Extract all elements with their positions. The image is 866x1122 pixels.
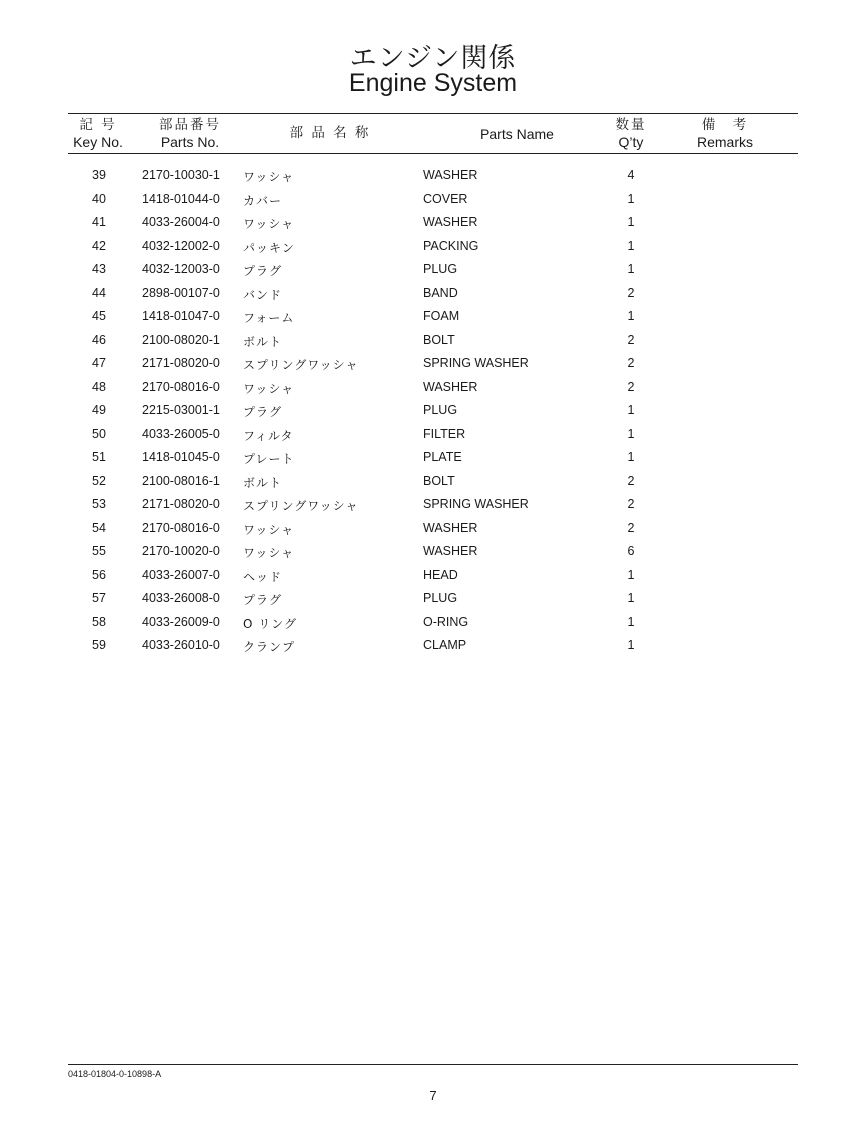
table-row: [0, 399, 866, 423]
key-no: 55: [92, 544, 106, 558]
table-row: [0, 517, 866, 541]
parts-no: 4033-26004-0: [142, 215, 220, 229]
parts-name-en: WASHER: [423, 520, 478, 535]
parts-name-en: PLUG: [423, 403, 458, 417]
table-row: [0, 611, 866, 635]
parts-name-en: COVER: [423, 191, 468, 206]
parts-name-en: WASHER: [423, 215, 478, 229]
col-header-key-en: Key No.: [73, 134, 123, 150]
header-top-rule: [68, 113, 798, 114]
table-row: [0, 587, 866, 611]
qty: 1: [627, 309, 635, 323]
key-no: 40: [92, 191, 106, 206]
key-no: 52: [92, 473, 106, 488]
qty: 2: [627, 497, 635, 511]
key-no: 53: [92, 497, 106, 511]
footer-rule: [68, 1064, 798, 1065]
table-row: [0, 423, 866, 447]
parts-no: 2171-08020-0: [142, 497, 220, 511]
parts-name-jp: フォーム: [243, 311, 295, 325]
col-header-key: [62, 117, 134, 151]
table-row: [0, 352, 866, 376]
table-row: [0, 258, 866, 282]
key-no: 56: [92, 567, 106, 582]
parts-name-en: PLATE: [423, 450, 462, 464]
parts-no: 2100-08016-1: [142, 473, 220, 488]
parts-no: 2170-10030-1: [142, 168, 220, 182]
qty: 1: [627, 450, 635, 464]
col-header-qty: [600, 117, 662, 151]
parts-name-en: WASHER: [423, 168, 478, 182]
parts-name-jp: ヘッド: [243, 569, 283, 584]
col-header-parts-name-jp: [270, 125, 390, 142]
parts-name-en: CLAMP: [423, 638, 467, 652]
parts-name-en: FOAM: [423, 309, 460, 323]
parts-no: 2170-08016-0: [142, 379, 220, 394]
parts-name-en: WASHER: [423, 379, 478, 394]
page-title-jp: エンジン関係: [349, 43, 517, 74]
parts-no: 2170-10020-0: [142, 544, 220, 558]
col-header-parts-no: [140, 117, 240, 151]
parts-name-jp: プレート: [243, 452, 295, 466]
parts-no: 1418-01045-0: [142, 450, 220, 464]
parts-no: 4032-12003-0: [142, 262, 220, 276]
col-header-remarks: [680, 117, 770, 151]
parts-name-jp: プラグ: [243, 405, 283, 419]
page-title-en: Engine System: [348, 69, 518, 97]
qty: 1: [627, 614, 635, 629]
key-no: 47: [92, 356, 106, 370]
key-no: 39: [92, 168, 106, 182]
parts-no: 4032-12002-0: [142, 238, 220, 253]
col-header-parts-no-jp: 部品番号: [159, 117, 221, 133]
col-header-remarks-jp: 備 考: [701, 117, 749, 133]
table-row: [0, 493, 866, 517]
key-no: 57: [92, 591, 106, 605]
qty: 1: [627, 567, 635, 582]
parts-no: 4033-26009-0: [142, 614, 220, 629]
qty: 1: [627, 262, 635, 276]
document-id: 0418-01804-0-10898-A: [68, 1069, 162, 1079]
key-no: 50: [92, 426, 106, 441]
key-no: 41: [92, 215, 106, 229]
parts-no: 4033-26007-0: [142, 567, 220, 582]
col-header-qty-jp: 数量: [615, 117, 647, 133]
parts-no: 1418-01047-0: [142, 309, 220, 323]
table-row: [0, 470, 866, 494]
parts-name-jp: バンド: [243, 287, 283, 302]
table-row: [0, 235, 866, 259]
page-number: 7: [429, 1088, 437, 1103]
parts-no: 2898-00107-0: [142, 285, 220, 300]
qty: 1: [627, 238, 635, 253]
parts-name-en: SPRING WASHER: [423, 497, 529, 511]
qty: 1: [627, 591, 635, 605]
col-header-parts-name-en: [458, 126, 576, 143]
col-header-key-jp: 記 号: [79, 117, 117, 133]
key-no: 48: [92, 379, 106, 394]
parts-name-jp: O リング: [243, 616, 298, 631]
table-row: [0, 446, 866, 470]
parts-name-jp: プラグ: [243, 264, 283, 278]
key-no: 46: [92, 332, 106, 347]
parts-name-en: BOLT: [423, 332, 455, 347]
key-no: 44: [92, 285, 106, 300]
parts-name-jp: スプリングワッシャ: [243, 358, 359, 372]
parts-name-jp: クランプ: [243, 640, 296, 654]
qty: 6: [627, 544, 635, 558]
key-no: 54: [92, 520, 106, 535]
qty: 2: [627, 473, 635, 488]
qty: 1: [627, 403, 635, 417]
parts-no: 4033-26010-0: [142, 638, 220, 652]
parts-name-jp: カバー: [243, 193, 283, 208]
header-bottom-rule: [68, 153, 798, 154]
parts-name-jp: ワッシャ: [243, 522, 295, 537]
table-row: [0, 164, 866, 188]
parts-no: 2171-08020-0: [142, 356, 220, 370]
table-row: [0, 282, 866, 306]
parts-name-jp: ワッシャ: [243, 170, 295, 184]
parts-name-en: BOLT: [423, 473, 455, 488]
qty: 1: [627, 215, 635, 229]
table-row: [0, 188, 866, 212]
parts-name-en: SPRING WASHER: [423, 356, 529, 370]
qty: 2: [627, 520, 635, 535]
parts-name-en: WASHER: [423, 544, 478, 558]
parts-table-body: [0, 164, 866, 658]
key-no: 51: [92, 450, 106, 464]
parts-name-en: PACKING: [423, 238, 479, 253]
qty: 4: [627, 168, 635, 182]
parts-name-jp: ボルト: [243, 334, 283, 349]
key-no: 43: [92, 262, 106, 276]
parts-name-en: PLUG: [423, 262, 458, 276]
parts-name-jp: ワッシャ: [243, 217, 295, 231]
key-no: 49: [92, 403, 106, 417]
table-row: [0, 540, 866, 564]
parts-name-jp: フィルタ: [243, 428, 294, 443]
parts-no: 4033-26008-0: [142, 591, 220, 605]
parts-name-en: BAND: [423, 285, 458, 300]
qty: 2: [627, 285, 635, 300]
parts-name-jp: スプリングワッシャ: [243, 499, 359, 513]
qty: 2: [627, 379, 635, 394]
table-row: [0, 329, 866, 353]
col-header-parts-name-en-text: Parts Name: [480, 126, 554, 142]
parts-name-jp: ワッシャ: [243, 546, 295, 560]
col-header-parts-name-jp-text: 部 品 名 称: [289, 125, 371, 141]
parts-no: 2215-03001-1: [142, 403, 220, 417]
parts-name-en: PLUG: [423, 591, 458, 605]
parts-name-jp: パッキン: [243, 240, 295, 255]
col-header-remarks-en: Remarks: [696, 134, 753, 150]
qty: 1: [627, 426, 635, 441]
qty: 1: [627, 638, 635, 652]
col-header-parts-no-en: Parts No.: [160, 134, 220, 150]
table-row: [0, 564, 866, 588]
parts-no: 1418-01044-0: [142, 191, 220, 206]
parts-name-jp: プラグ: [243, 593, 283, 607]
parts-name-en: O-RING: [423, 614, 469, 629]
col-header-qty-en: Q’ty: [618, 134, 644, 150]
qty: 1: [627, 191, 635, 206]
key-no: 58: [92, 614, 106, 629]
parts-name-jp: ワッシャ: [243, 381, 295, 396]
table-row: [0, 376, 866, 400]
parts-no: 2100-08020-1: [142, 332, 220, 347]
qty: 2: [627, 332, 635, 347]
parts-name-jp: ボルト: [243, 475, 283, 490]
parts-name-en: FILTER: [423, 426, 466, 441]
table-row: [0, 305, 866, 329]
table-row: [0, 211, 866, 235]
parts-name-en: HEAD: [423, 567, 458, 582]
key-no: 45: [92, 309, 106, 323]
table-row: [0, 634, 866, 658]
parts-no: 2170-08016-0: [142, 520, 220, 535]
qty: 2: [627, 356, 635, 370]
key-no: 42: [92, 238, 106, 253]
parts-no: 4033-26005-0: [142, 426, 220, 441]
key-no: 59: [92, 638, 106, 652]
